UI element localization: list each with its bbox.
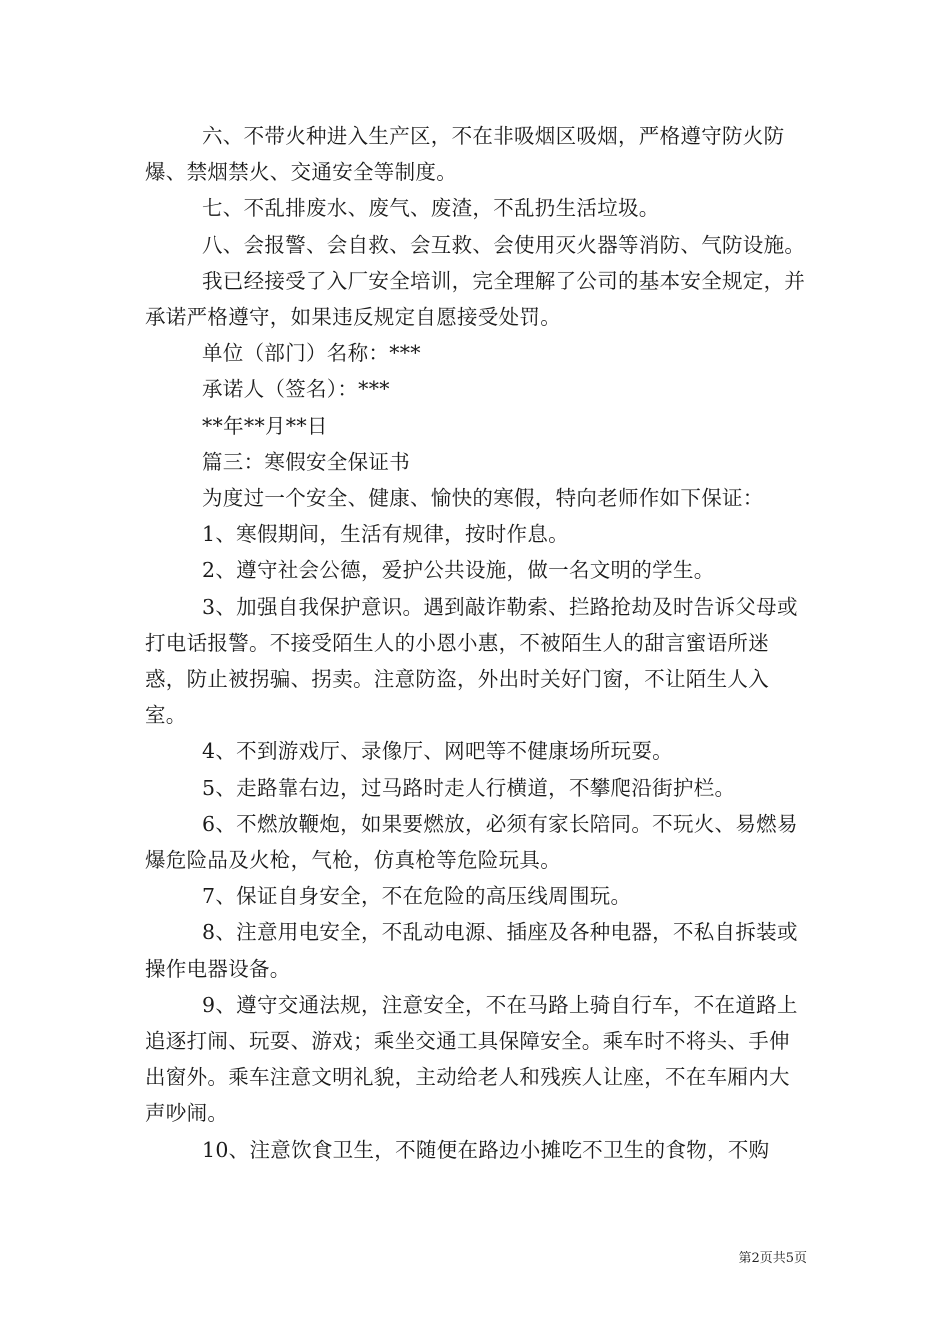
paragraph: 为度过一个安全、健康、愉快的寒假，特向老师作如下保证： <box>202 486 764 511</box>
date-line: **年**月**日 <box>202 413 328 438</box>
list-item: 8、注意用电安全，不乱动电源、插座及各种电器，不私自拆装或操作电器设备。 <box>145 920 798 981</box>
section-heading: 篇三：寒假安全保证书 <box>202 449 410 474</box>
page-number-label: 第2页共5页 <box>738 1251 807 1266</box>
paragraph: 六、不带火种进入生产区，不在非吸烟区吸烟，严格遵守防火防爆、禁烟禁火、交通安全等制度。 <box>145 124 785 185</box>
paragraph: 七、不乱排废水、废气、废渣，不乱扔生活垃圾。 <box>202 196 660 221</box>
paragraph: 我已经接受了入厂安全培训，完全理解了公司的基本安全规定，并承诺严格遵守，如果违反规定自愿接受处罚。 <box>145 268 806 330</box>
page-number-footer <box>738 1247 807 1266</box>
unit-name-line: 单位（部门）名称：*** <box>202 341 421 366</box>
list-item: 10、注意饮食卫生，不随便在路边小摊吃不卫生的食物，不购 <box>202 1137 770 1162</box>
list-item: 2、遵守社会公德，爱护公共设施，做一名文明的学生。 <box>202 558 715 583</box>
list-item: 1、寒假期间，生活有规律，按时作息。 <box>202 522 569 547</box>
list-item: 4、不到游戏厅、录像厅、网吧等不健康场所玩耍。 <box>202 739 673 764</box>
list-item: 6、不燃放鞭炮，如果要燃放，必须有家长陪同。不玩火、易燃易爆危险品及火枪，气枪，仿真枪等危险玩具。 <box>145 811 798 873</box>
document-body <box>145 118 810 1168</box>
list-item: 9、遵守交通法规，注意安全，不在马路上骑自行车，不在道路上追逐打闹、玩耍、游戏；乘坐交通工具保障安全。乘车时不将头、手伸出窗外。乘车注意文明礼貌，主动给老人和残疾人让座，不在车厢内大声吵闹。 <box>145 992 798 1126</box>
paragraph: 八、会报警、会自救、会互救、会使用灭火器等消防、气防设施。 <box>202 232 806 257</box>
signature-line: 承诺人（签名）：*** <box>202 377 390 402</box>
list-item: 7、保证自身安全，不在危险的高压线周围玩。 <box>202 884 632 909</box>
list-item: 3、加强自我保护意识。遇到敲诈勒索、拦路抢劫及时告诉父母或打电话报警。不接受陌生人的小恩小惠，不被陌生人的甜言蜜语所迷惑，防止被拐骗、拐卖。注意防盗，外出时关好门窗，不让陌生人入室。 <box>145 594 798 728</box>
list-item: 5、走路靠右边，过马路时走人行横道，不攀爬沿街护栏。 <box>202 775 736 800</box>
